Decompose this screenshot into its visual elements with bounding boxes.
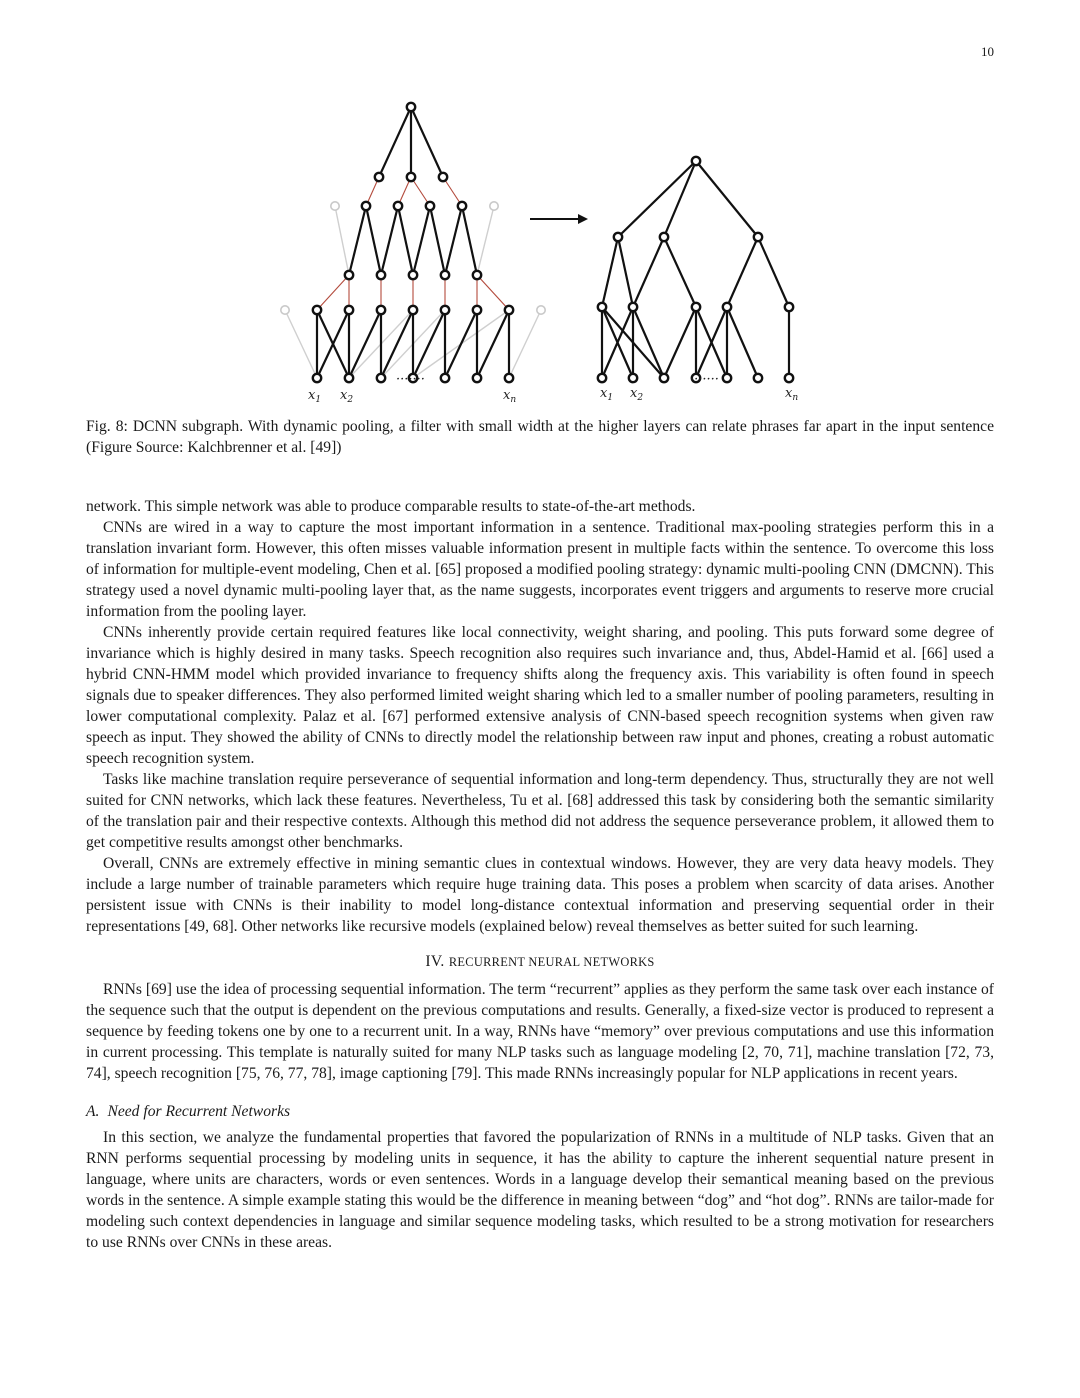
figure-caption: Fig. 8: DCNN subgraph. With dynamic pooling, a filter with small width at the higher layers can relate phrases far apart in the input sentence (Figure Source: Kalchbrenner et al. [49]) xyxy=(86,418,994,456)
section-number: IV. xyxy=(425,953,445,970)
edge xyxy=(633,237,664,307)
edge xyxy=(285,310,317,378)
node xyxy=(313,306,321,314)
node xyxy=(407,173,415,181)
node xyxy=(313,374,321,382)
section-heading xyxy=(86,951,994,973)
edge xyxy=(618,237,633,307)
edge xyxy=(445,206,462,275)
edge xyxy=(696,161,758,237)
edge xyxy=(618,161,696,237)
node xyxy=(473,306,481,314)
node xyxy=(723,303,731,311)
node xyxy=(394,202,402,210)
edge xyxy=(381,310,413,378)
node xyxy=(441,271,449,279)
paragraph: network. This simple network was able to produce comparable results to state-of-the-art methods. xyxy=(86,498,696,515)
edge xyxy=(664,307,696,378)
edge xyxy=(445,310,477,378)
edge xyxy=(758,237,789,307)
node xyxy=(692,303,700,311)
node xyxy=(409,271,417,279)
left-label-x2: $x_2$ xyxy=(340,388,354,405)
subsection-number: A. xyxy=(86,1103,100,1120)
node xyxy=(598,303,606,311)
node xyxy=(660,374,668,382)
node xyxy=(439,173,447,181)
node xyxy=(473,374,481,382)
right-label-x2: $x_2$ xyxy=(630,386,644,403)
node xyxy=(441,306,449,314)
edge xyxy=(335,206,349,275)
page-number: 10 xyxy=(981,44,994,59)
paragraph: Tasks like machine translation require perseverance of sequential information and long-term dependency. Thus, structurally they are not well suited for CNN networks, which lack these features. Nevertheless, Tu et al. [68] addressed this task by considering both the semantic similarity of the translation pair and their respective contexts. Although this method did not address the sequence perseverance problem, it allowed them to get competitive results amongst other benchmarks. xyxy=(86,771,994,851)
node xyxy=(505,374,513,382)
edge xyxy=(411,107,443,177)
node xyxy=(345,271,353,279)
subsection-title: Need for Recurrent Networks xyxy=(107,1103,291,1120)
edge xyxy=(317,275,349,310)
left-dots: ······· xyxy=(396,372,425,387)
subsection-heading xyxy=(86,1101,994,1122)
node xyxy=(377,271,385,279)
paragraph-group-cnn xyxy=(86,496,994,937)
node xyxy=(345,374,353,382)
faint-node xyxy=(490,202,498,210)
edge xyxy=(509,310,541,378)
edge xyxy=(477,206,494,275)
node xyxy=(660,233,668,241)
section-title: RECURRENT NEURAL NETWORKS xyxy=(448,955,655,969)
node xyxy=(614,233,622,241)
node xyxy=(345,306,353,314)
node xyxy=(692,157,700,165)
node xyxy=(723,374,731,382)
paragraph: CNNs inherently provide certain required features like local connectivity, weight sharing, and pooling. This puts forward some degree of invariance which is highly desired in many tasks. Speech recognition also requires such invariance and, thus, Abdel-Hamid et al. [66] used a hybrid CNN-HMM model which provided invariance to frequency shifts along the frequency axis. This variability is often found in speech signals due to speaker differences. They also performed limited weight sharing which led to a smaller number of pooling parameters, resulting in lower computational complexity. Palaz et al. [67] performed extensive analysis of CNN-based speech recognition systems when given raw speech as input. They showed the ability of CNNs to directly model the relationship between raw input and phones, creating a robust automatic speech recognition system. xyxy=(86,624,994,767)
faint-node xyxy=(331,202,339,210)
node xyxy=(598,374,606,382)
edge xyxy=(727,237,758,307)
node xyxy=(629,374,637,382)
edge xyxy=(398,206,413,275)
dcnn-right-graph xyxy=(598,157,793,382)
node xyxy=(629,303,637,311)
node xyxy=(785,374,793,382)
dcnn-left-graph xyxy=(281,103,545,382)
node xyxy=(458,202,466,210)
right-label-xn: $x_n$ xyxy=(785,386,799,403)
right-dots: ······· xyxy=(690,372,719,387)
edge xyxy=(462,206,477,275)
edge xyxy=(727,307,758,378)
node xyxy=(377,374,385,382)
edge xyxy=(381,206,398,275)
paragraph: Overall, CNNs are extremely effective in mining semantic clues in contextual windows. However, they are very data heavy models. They include a large number of trainable parameters which require huge training data. This poses a problem when scarcity of data arises. Another persistent issue with CNNs is their inability to model long-distance contextual information and preserving sequential order in their representations [49, 68]. Other networks like recursive models (explained below) reveal themselves as better suited for such learning. xyxy=(86,855,994,935)
node xyxy=(505,306,513,314)
edge xyxy=(477,310,509,378)
edge xyxy=(349,310,381,378)
edge xyxy=(477,275,509,310)
left-input-labels xyxy=(308,372,516,405)
left-label-x1: $x_1$ xyxy=(308,388,322,405)
faint-node xyxy=(281,306,289,314)
node xyxy=(473,271,481,279)
node xyxy=(377,306,385,314)
edge xyxy=(349,206,366,275)
edge xyxy=(366,206,381,275)
transform-arrow xyxy=(530,214,588,224)
faint-node xyxy=(537,306,545,314)
edge xyxy=(413,310,445,378)
node xyxy=(754,233,762,241)
paragraph: CNNs are wired in a way to capture the most important information in a sentence. Traditional max-pooling strategies perform this in a translation invariant form. However, this often misses valuable information present in multiple facts within the sentence. To overcome this loss of information for multiple-event modeling, Chen et al. [65] proposed a modified pooling strategy: dynamic multi-pooling CNN (DMCNN). This strategy used a novel dynamic multi-pooling layer that, as the name suggests, incorporates event triggers and arguments to reserve more crucial information from the pooling layer. xyxy=(86,519,994,620)
node xyxy=(441,374,449,382)
edge xyxy=(379,107,411,177)
node xyxy=(407,103,415,111)
edge xyxy=(664,237,696,307)
node xyxy=(785,303,793,311)
node xyxy=(426,202,434,210)
edge xyxy=(430,206,445,275)
edge xyxy=(602,237,618,307)
node xyxy=(362,202,370,210)
edge xyxy=(413,206,430,275)
edge xyxy=(633,307,664,378)
node xyxy=(754,374,762,382)
dcnn-subgraph-figure xyxy=(270,95,815,407)
node xyxy=(375,173,383,181)
node xyxy=(409,306,417,314)
paragraph-group-need xyxy=(86,1127,994,1253)
paragraph-group-rnn xyxy=(86,979,994,1084)
body-text xyxy=(86,496,994,1253)
left-label-xn: $x_n$ xyxy=(503,388,517,405)
edge xyxy=(664,161,696,237)
paragraph: RNNs [69] use the idea of processing sequential information. The term “recurrent” applies as they perform the same task over each instance of the sequence such that the output is dependent on the previous computations and results. Generally, a fixed-size vector is produced to represent a sequence by feeding tokens one by one to a recurrent unit. In a way, RNNs have “memory” over previous computations and use this information in current processing. This template is naturally suited for many NLP tasks such as language modeling [2, 70, 71], machine translation [72, 73, 74], speech recognition [75, 76, 77, 78], image captioning [79]. This made RNNs increasingly popular for NLP applications in recent years. xyxy=(86,981,994,1082)
paragraph: In this section, we analyze the fundamental properties that favored the popularization of RNNs in a multitude of NLP tasks. Given that an RNN performs sequential processing by modeling units in sequence, it has the ability to capture the inherent sequential nature present in language, where units are characters, words or even sentences. Words in a language develop their semantical meaning based on the previous words in the sentence. A simple example stating this would be the difference in meaning between “dog” and “hot dog”. RNNs are tailor-made for modeling such context dependencies in language and similar sequence modeling tasks, which resulted to be a strong motivation for researchers to use RNNs over CNNs in these areas. xyxy=(86,1129,994,1251)
right-label-x1: $x_1$ xyxy=(600,386,614,403)
